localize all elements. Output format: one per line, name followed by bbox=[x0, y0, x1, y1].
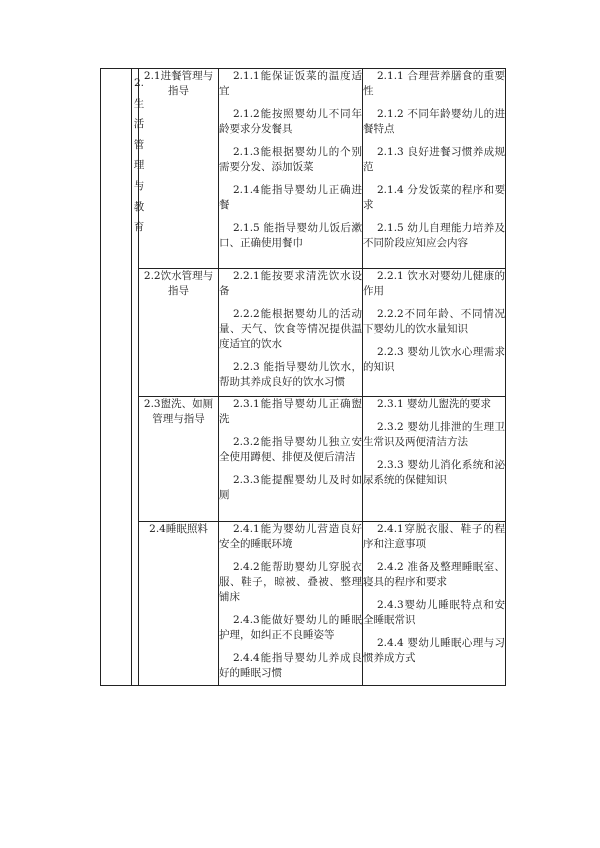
knowledge-item: 2.4.3婴幼儿睡眠特点和安全睡眠常识 bbox=[363, 599, 505, 626]
standards-table bbox=[100, 68, 506, 686]
section-row bbox=[101, 522, 506, 686]
knowledge-item: 2.2.2不同年龄、不同情况下婴幼儿的饮水量知识 bbox=[363, 308, 505, 335]
knowledge-item: 2.3.3 婴幼儿消化系统和泌尿系统的保健知识 bbox=[363, 459, 505, 486]
skill-item: 2.1.5 能指导婴幼儿饭后漱口、正确使用餐巾 bbox=[219, 222, 362, 249]
skills-cell bbox=[219, 269, 363, 397]
knowledge-cell bbox=[363, 69, 506, 269]
skills-cell bbox=[219, 397, 363, 522]
section-title: 2.3盥洗、如厕管理与指导 bbox=[143, 398, 214, 425]
knowledge-cell bbox=[363, 269, 506, 397]
section-title-cell bbox=[139, 269, 219, 397]
knowledge-item: 2.4.4 婴幼儿睡眠心理与习惯养成方式 bbox=[363, 637, 505, 664]
skill-item: 2.1.1能保证饭菜的温度适宜 bbox=[219, 70, 362, 97]
knowledge-item: 2.1.1 合理营养膳食的重要性 bbox=[363, 70, 505, 97]
skill-item: 2.3.2能指导婴幼儿独立安全使用蹲便、排便及便后清洁 bbox=[219, 436, 362, 463]
knowledge-cell bbox=[363, 522, 506, 686]
section-title: 2.4睡眠照料 bbox=[149, 523, 208, 535]
skills-cell bbox=[219, 69, 363, 269]
section-row bbox=[101, 269, 506, 397]
skill-item: 2.4.1能为婴幼儿营造良好安全的睡眠环境 bbox=[219, 523, 362, 550]
category-label: 生活管理与教育 bbox=[133, 97, 145, 234]
section-title-cell bbox=[139, 522, 219, 686]
skill-item: 2.3.1能指导婴幼儿正确盥洗 bbox=[219, 398, 362, 425]
skills-cell bbox=[219, 522, 363, 686]
skill-item: 2.1.3能根据婴幼儿的个别需要分发、添加饭菜 bbox=[219, 146, 362, 173]
skill-item: 2.1.4能指导婴幼儿正确进餐 bbox=[219, 184, 362, 211]
section-title-cell bbox=[139, 69, 219, 269]
section-row bbox=[101, 397, 506, 522]
skill-item: 2.4.3能做好婴幼儿的睡眠护理，如纠正不良睡姿等 bbox=[219, 614, 362, 641]
skill-item: 2.4.2能帮助婴幼儿穿脱衣服、鞋子，晾被、叠被、整理铺床 bbox=[219, 561, 362, 603]
knowledge-item: 2.2.1 饮水对婴幼儿健康的作用 bbox=[363, 270, 505, 297]
knowledge-item: 2.2.3 婴幼儿饮水心理需求的知识 bbox=[363, 346, 505, 373]
knowledge-item: 2.1.2 不同年龄婴幼儿的进餐特点 bbox=[363, 108, 505, 135]
blank-column-cell bbox=[101, 69, 132, 686]
knowledge-item: 2.1.5 幼儿自理能力培养及不同阶段应知应会内容 bbox=[363, 222, 505, 249]
skill-item: 2.1.2能按照婴幼儿不同年龄要求分发餐具 bbox=[219, 108, 362, 135]
knowledge-item: 2.3.1 婴幼儿盥洗的要求 bbox=[377, 398, 492, 410]
skill-item: 2.2.1能按要求清洗饮水设备 bbox=[219, 270, 362, 297]
knowledge-item: 2.1.3 良好进餐习惯养成规范 bbox=[363, 146, 505, 173]
category-number: 2. bbox=[133, 77, 145, 89]
skill-item: 2.2.2能根据婴幼儿的活动量、天气、饮食等情况提供温度适宜的饮水 bbox=[219, 308, 362, 350]
section-title: 2.1进餐管理与指导 bbox=[143, 70, 214, 97]
category-cell bbox=[132, 69, 145, 686]
skill-item: 2.2.3 能指导婴幼儿饮水，帮助其养成良好的饮水习惯 bbox=[219, 361, 362, 388]
skill-item: 2.4.4能指导婴幼儿养成良好的睡眠习惯 bbox=[219, 652, 362, 679]
skill-item: 2.3.3能提醒婴幼儿及时如厕 bbox=[219, 474, 362, 501]
section-title-cell bbox=[139, 397, 219, 522]
knowledge-item: 2.1.4 分发饭菜的程序和要求 bbox=[363, 184, 505, 211]
knowledge-cell bbox=[363, 397, 506, 522]
knowledge-item: 2.3.2 婴幼儿排泄的生理卫生常识及两便清洁方法 bbox=[363, 421, 505, 448]
knowledge-item: 2.4.2 准备及整理睡眠室、寝具的程序和要求 bbox=[363, 561, 505, 588]
section-title: 2.2饮水管理与指导 bbox=[143, 270, 214, 297]
knowledge-item: 2.4.1穿脱衣服、鞋子的程序和注意事项 bbox=[363, 523, 505, 550]
section-row bbox=[101, 69, 506, 269]
